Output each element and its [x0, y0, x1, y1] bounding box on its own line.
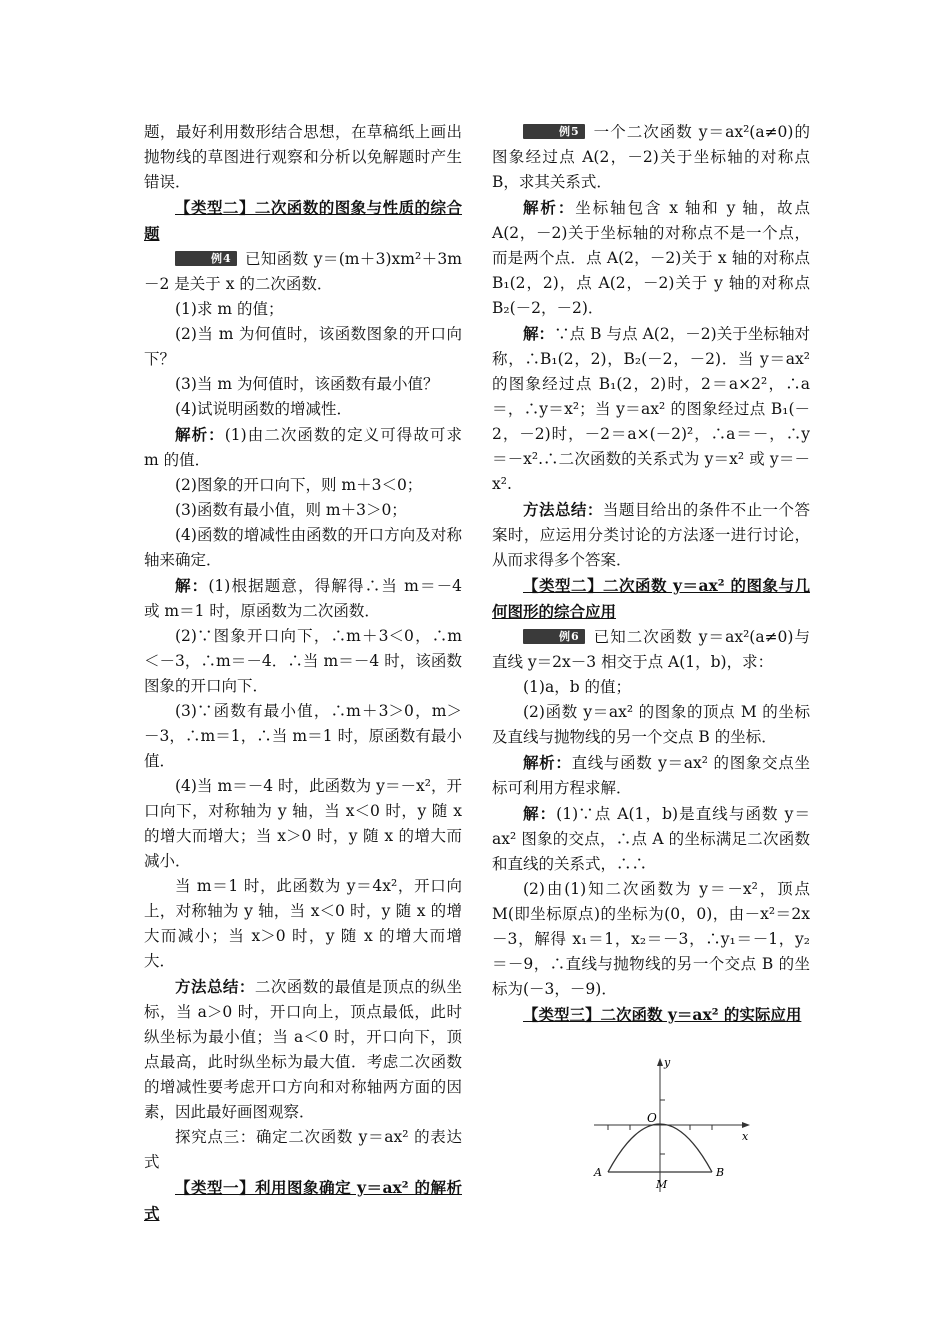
example-text: 已知二次函数 y＝ax²(a≠0)与直线 y＝2x－3 相交于点 A(1，b)，求：: [492, 628, 810, 671]
solution-line: 当 m＝1 时，此函数为 y＝4x²，开口向上，对称轴为 y 轴，当 x＜0 时，y 随 x 的增大而减小；当 x＞0 时，y 随 x 的增大而增大．: [144, 877, 462, 970]
parabola-diagram: [592, 1054, 752, 1194]
section-heading: [492, 1002, 810, 1028]
y-axis-arrow-icon: [657, 1058, 663, 1066]
solution: [144, 573, 462, 624]
parabola-figure: [592, 1054, 810, 1198]
type3-heading: 【类型三】二次函数 y＝ax² 的实际应用: [523, 1005, 802, 1024]
method-text: 二次函数的最值是顶点的纵坐标，当 a＞0 时，开口向上，顶点最低，此时纵坐标为最小值；当 a＜0 时，开口向下，顶点最高，此时纵坐标为最大值．考虑二次函数的增减性要考虑开口方向和对称轴两方面的因素，因此最好画图观察．: [144, 978, 462, 1121]
question: (1)a，b 的值；: [523, 678, 632, 696]
question: (1)求 m 的值；: [175, 300, 284, 318]
type2-heading: 【类型二】二次函数的图象与性质的综合题: [144, 198, 462, 243]
analysis-label: 解析：: [175, 425, 225, 444]
analysis-label: 解析：: [523, 198, 576, 217]
question: (2)当 m 为何值时，该函数图象的开口向下？: [144, 325, 462, 368]
section-heading: [144, 195, 462, 247]
method-label: 方法总结：: [175, 977, 255, 996]
left-column: [144, 120, 462, 1227]
label-m: M: [656, 1178, 668, 1191]
analysis: [492, 195, 810, 321]
question: (3)当 m 为何值时，该函数有最小值？: [175, 375, 439, 393]
solution-line: (3)∵函数有最小值，∴m＋3＞0，m＞－3，∴m＝1，∴当 m＝1 时，原函数有最小值．: [144, 702, 462, 770]
solution-label: 解：: [523, 324, 555, 343]
label-a: A: [594, 1166, 602, 1179]
section-heading: [144, 1175, 462, 1227]
method-label: 方法总结：: [523, 500, 603, 519]
method-summary: [492, 497, 810, 573]
x-axis-arrow-icon: [742, 1122, 750, 1128]
section-heading: [492, 573, 810, 625]
analysis: [492, 750, 810, 801]
label-x: x: [742, 1130, 749, 1143]
solution-text: (1)根据题意，得解得∴当 m＝－4 或 m＝1 时，原函数为二次函数．: [144, 577, 462, 620]
solution-line: (2)由(1)知二次函数为 y＝－x²，顶点 M(即坐标原点)的坐标为(0，0)，由－x²＝2x－3，解得 x₁＝1，x₂＝－3，∴y₁＝－1，y₂＝－9，∴直线与抛物线的另一个交点 B 的坐标为(－3，－9)．: [492, 880, 810, 998]
analysis-text: 直线与函数 y＝ax² 的图象交点坐标可利用方程求解．: [492, 754, 810, 797]
solution: [492, 321, 810, 497]
analysis-label: 解析：: [523, 753, 572, 772]
analysis-text: 坐标轴包含 x 轴和 y 轴，故点 A(2，－2)关于坐标轴的对称点不是一个点，而是两个点．点 A(2，－2)关于 x 轴的对称点 B₁(2，2)，点 A(2，－2)关于 y 轴的对称点 B₂(－2，－2)．: [492, 199, 810, 317]
example-6: [492, 625, 810, 675]
question: (4)试说明函数的增减性．: [175, 400, 352, 418]
solution-line: (2)∵图象开口向下，∴m＋3＜0，∴m＜－3，∴m＝－4．∴当 m＝－4 时，该函数图象的开口向下．: [144, 627, 462, 695]
label-b: B: [716, 1166, 725, 1179]
type1-heading: 【类型一】利用图象确定 y＝ax² 的解析式: [144, 1178, 462, 1223]
example-tag: 例6: [523, 629, 585, 644]
question: (2)函数 y＝ax² 的图象的顶点 M 的坐标及直线与抛物线的另一个交点 B 的坐标．: [492, 703, 810, 746]
example-5: [492, 120, 810, 195]
label-o: O: [647, 1111, 657, 1125]
example-text: 一个二次函数 y＝ax²(a≠0)的图象经过点 A(2，－2)关于坐标轴的对称点 B，求其关系式．: [492, 123, 810, 191]
solution-line: (4)当 m＝－4 时，此函数为 y＝－x²，开口向下，对称轴为 y 轴，当 x＜0 时，y 随 x 的增大而增大；当 x＞0 时，y 随 x 的增大而减小．: [144, 777, 462, 870]
paragraph: 题，最好利用数形结合思想，在草稿纸上画出抛物线的草图进行观察和分析以免解题时产生错误．: [144, 123, 462, 191]
method-summary: [144, 974, 462, 1125]
solution-label: 解：: [175, 576, 209, 595]
solution-text: (1)∵点 A(1，b)是直线与函数 y＝ax² 图象的交点，∴点 A 的坐标满足二次函数和直线的关系式，∴∴: [492, 805, 810, 873]
analysis-line: (2)图象的开口向下，则 m＋3＜0；: [175, 476, 423, 494]
example-tag: 例5: [523, 124, 585, 139]
explore-point: 探究点三：确定二次函数 y＝ax² 的表达式: [144, 1128, 462, 1171]
analysis-line: (4)函数的增减性由函数的开口方向及对称轴来确定．: [144, 526, 462, 569]
analysis-line: (3)函数有最小值，则 m＋3＞0；: [175, 501, 407, 519]
method-text: 当题目给出的条件不止一个答案时，应运用分类讨论的方法逐一进行讨论，从而求得多个答案．: [492, 501, 810, 569]
solution-label: 解：: [523, 804, 557, 823]
solution-text: ∵点 B 与点 A(2，－2)关于坐标轴对称，∴B₁(2，2)，B₂(－2，－2)．当 y＝ax² 的图象经过点 B₁(2，2)时，2＝a×2²，∴a＝，∴y＝x²；当 y＝ax² 的图象经过点 B₁(－2，－2)时，－2＝a×(－2)²，∴a＝－，∴y＝－x².∴二次函数的关系式为 y＝x² 或 y＝－x².: [492, 325, 810, 493]
analysis: [144, 422, 462, 473]
analysis-text: (1)由二次函数的定义可得故可求 m 的值．: [144, 426, 462, 469]
example-text: 已知函数 y＝(m＋3)xm²＋3m－2 是关于 x 的二次函数．: [144, 250, 462, 293]
example-4: [144, 247, 462, 297]
solution: [492, 801, 810, 877]
label-y: y: [664, 1056, 671, 1069]
right-column: [492, 120, 810, 1198]
type2-heading: 【类型二】二次函数 y＝ax² 的图象与几何图形的综合应用: [492, 576, 810, 621]
example-tag: 例4: [175, 251, 237, 266]
